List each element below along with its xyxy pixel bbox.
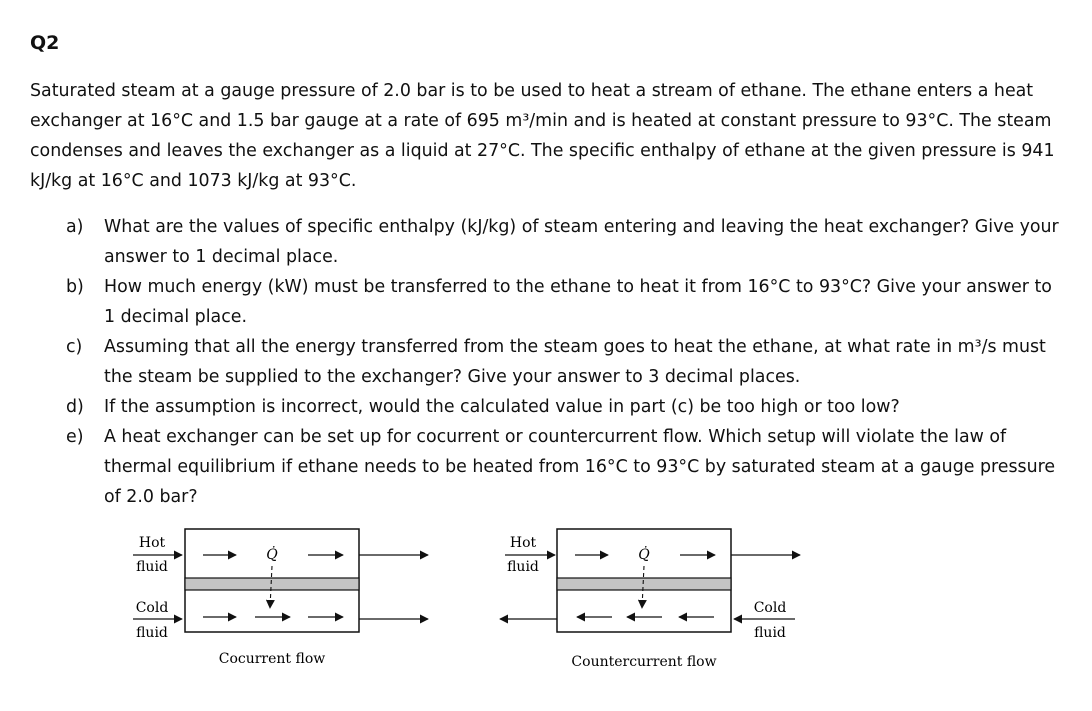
question-part-c: [66, 332, 1066, 392]
cocurrent-cold-label-2: fluid: [136, 625, 168, 641]
countercurrent-tube-wall: [557, 578, 731, 590]
part-label: b): [66, 277, 84, 297]
part-text: What are the values of specific enthalpy (kJ/kg) of steam entering and leaving the heat exchanger? Give your answer to 1 decimal place.: [104, 217, 1059, 267]
question-parts-list: [66, 212, 1066, 512]
part-label: a): [66, 217, 84, 237]
countercurrent-cold-label-2: fluid: [754, 625, 786, 641]
cocurrent-caption: Cocurrent flow: [218, 651, 326, 667]
part-label: e): [66, 427, 84, 447]
countercurrent-cold-label-1: Cold: [753, 600, 787, 616]
cocurrent-tube-wall: [185, 578, 359, 590]
countercurrent-heat-symbol: Q̇: [638, 547, 650, 563]
cocurrent-heat-symbol: Q̇: [266, 547, 278, 563]
countercurrent-hot-label-2: fluid: [507, 559, 539, 575]
countercurrent-exchanger: [500, 529, 800, 670]
question-part-a: [66, 212, 1066, 272]
part-text: How much energy (kW) must be transferred to the ethane to heat it from 16°C to 93°C? Give your answer to 1 decimal place.: [104, 277, 1052, 327]
part-label: c): [66, 337, 83, 357]
part-text: If the assumption is incorrect, would the calculated value in part (c) be too high or too low?: [104, 397, 900, 417]
question-title: Q2: [30, 32, 60, 54]
question-part-d: [66, 392, 1066, 422]
question-part-b: [66, 272, 1066, 332]
cocurrent-exchanger: [133, 529, 428, 667]
question-part-e: [66, 422, 1066, 512]
part-text: Assuming that all the energy transferred from the steam goes to heat the ethane, at what rate in m³/s must the steam be supplied to the exchanger? Give your answer to 3 decimal places.: [104, 337, 1046, 387]
question-intro: Saturated steam at a gauge pressure of 2.0 bar is to be used to heat a stream of ethane. The ethane enters a heat exchanger at 16°C and 1.5 bar gauge at a rate of 695 m³/min and is heated at constant pressure to 93°C. The steam condenses and leaves the exchanger as a liquid at 27°C. The specific enthalpy of ethane at the given pressure is 941 kJ/kg at 16°C and 1073 kJ/kg at 93°C.: [30, 81, 1055, 191]
countercurrent-hot-label-1: Hot: [509, 535, 537, 551]
part-text: A heat exchanger can be set up for cocurrent or countercurrent flow. Which setup will violate the law of thermal equilibrium if ethane needs to be heated from 16°C to 93°C by saturated steam at a gauge pressure of 2.0 bar?: [104, 427, 1056, 507]
heat-exchanger-figure: [0, 520, 1092, 707]
heat-exchanger-diagrams: [0, 520, 1092, 711]
cocurrent-cold-label-1: Cold: [135, 600, 169, 616]
cocurrent-hot-label-2: fluid: [136, 559, 168, 575]
cocurrent-hot-label-1: Hot: [138, 535, 166, 551]
countercurrent-caption: Countercurrent flow: [571, 654, 717, 670]
part-label: d): [66, 397, 84, 417]
